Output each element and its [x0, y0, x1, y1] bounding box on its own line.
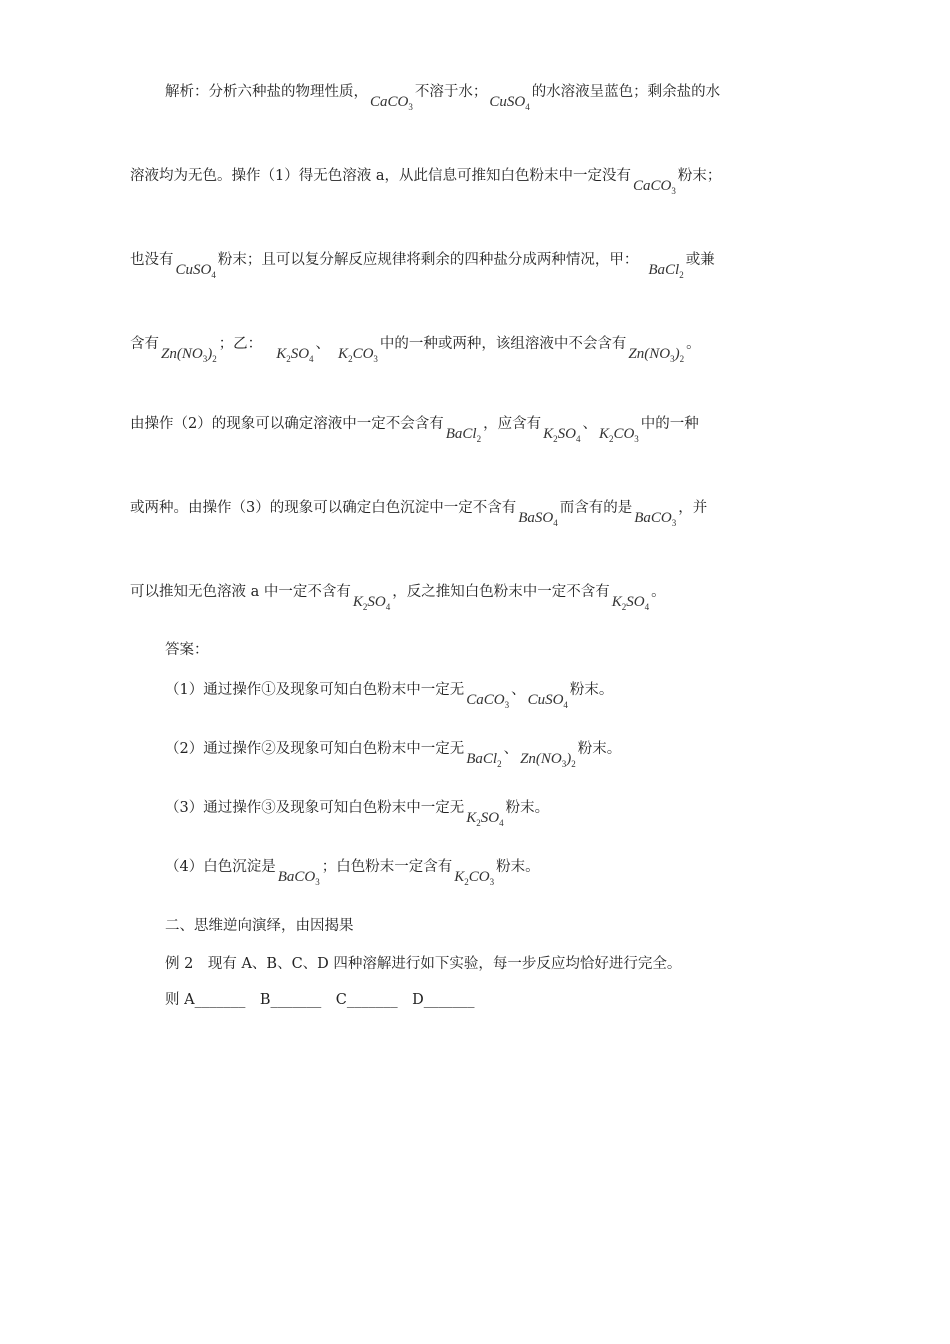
analysis-line-6	[130, 498, 707, 533]
text: 粉末。	[577, 741, 622, 757]
text: ，应含有	[483, 416, 542, 432]
section-heading: 二、思维逆向演绎，由因揭果	[165, 918, 354, 934]
analysis-line-1	[165, 82, 720, 117]
text: ，并	[678, 500, 708, 516]
text: 、	[315, 336, 331, 352]
text: 、	[503, 741, 519, 757]
formula-caco3: CaCO$_3$	[466, 692, 510, 710]
analysis-line-3	[130, 250, 715, 285]
answer-2	[165, 739, 621, 774]
analysis-line-4	[130, 334, 701, 369]
formula-baco3: BaCO$_3$	[277, 869, 320, 887]
formula-bacl2: BaCl$_2$	[648, 262, 684, 280]
formula-bacl2: BaCl$_2$	[445, 426, 482, 444]
text: 溶液均为无色。操作（1）得无色溶液 a，从此信息可推知白色粉末中一定没有	[130, 168, 631, 184]
text: ；白色粉末一定含有	[321, 859, 453, 875]
formula-cuso4: CuSO$_4$	[527, 692, 568, 710]
text: 粉末。	[505, 800, 550, 816]
text: 中的一种或两种，该组溶液中不会含有	[379, 336, 627, 352]
formula-k2co3: $K_2CO_3$	[338, 346, 378, 364]
text: 。	[686, 336, 701, 352]
text: 也没有	[130, 252, 174, 268]
formula-k2co3: $K_2CO_3$	[454, 869, 495, 887]
formula-baco3: BaCO$_3$	[634, 510, 677, 528]
formula-cuso4: CuSO$_4$	[489, 94, 530, 112]
formula-caco3: CaCO$_3$	[632, 178, 676, 196]
formula-zn-no3-2: $Zn(NO_3)_2$	[628, 346, 685, 364]
text: 含有	[130, 336, 159, 352]
text: （4）白色沉淀是	[165, 859, 276, 875]
answer-label: 答案：	[165, 642, 209, 658]
answer-4	[165, 857, 540, 892]
text: 。	[651, 584, 666, 600]
formula-bacl2: BaCl$_2$	[466, 751, 502, 769]
text: 可以推知无色溶液 a 中一定不含有	[130, 584, 351, 600]
text: 粉末；	[677, 168, 722, 184]
formula-k2so4: $K_2SO_4$	[543, 426, 581, 444]
answer-blanks: 则 A_______ B_______ C_______ D_______	[165, 992, 475, 1008]
text: 不溶于水；	[414, 84, 488, 100]
answer-1	[165, 680, 613, 715]
formula-k2co3: $K_2CO_3$	[598, 426, 639, 444]
example-2: 例 2 现有 A、B、C、D 四种溶解进行如下实验，每一步反应均恰好进行完全。	[165, 956, 682, 972]
answer-3	[165, 798, 549, 833]
text: 、	[511, 682, 526, 698]
text: 、	[582, 416, 597, 432]
formula-cuso4: CuSO$_4$	[175, 262, 216, 280]
formula-baso4: BaSO$_4$	[518, 510, 558, 528]
text: 中的一种	[640, 416, 699, 432]
text: 或兼	[685, 252, 715, 268]
text: 粉末；且可以复分解反应规律将剩余的四种盐分成两种情况，甲：	[217, 252, 639, 268]
analysis-line-5	[130, 414, 699, 449]
text: 解析：分析六种盐的物理性质，	[165, 84, 368, 100]
formula-caco3: CaCO$_3$	[370, 94, 413, 112]
text: 或两种。由操作（3）的现象可以确定白色沉淀中一定不含有	[130, 500, 517, 516]
text: ；乙：	[218, 336, 263, 352]
formula-k2so4: $K_2SO_4$	[466, 810, 504, 828]
text: （2）通过操作②及现象可知白色粉末中一定无	[165, 741, 465, 757]
text: ，反之推知白色粉末中一定不含有	[392, 584, 610, 600]
analysis-line-7	[130, 582, 666, 617]
analysis-line-2	[130, 166, 721, 201]
text: 粉末。	[569, 682, 614, 698]
text: 的水溶液呈蓝色；剩余盐的水	[531, 84, 721, 100]
formula-k2so4: $K_2SO_4$	[611, 594, 650, 612]
formula-k2so4: $K_2SO_4$	[276, 346, 314, 364]
text: 而含有的是	[559, 500, 633, 516]
formula-zn-no3-2: $Zn(NO_3)_2$	[520, 751, 576, 769]
formula-zn-no3-2: $Zn(NO_3)_2$	[161, 346, 217, 364]
text: （3）通过操作③及现象可知白色粉末中一定无	[165, 800, 465, 816]
text: （1）通过操作①及现象可知白色粉末中一定无	[165, 682, 465, 698]
text: 粉末。	[496, 859, 540, 875]
formula-k2so4: $K_2SO_4$	[352, 594, 391, 612]
text: 由操作（2）的现象可以确定溶液中一定不会含有	[130, 416, 444, 432]
